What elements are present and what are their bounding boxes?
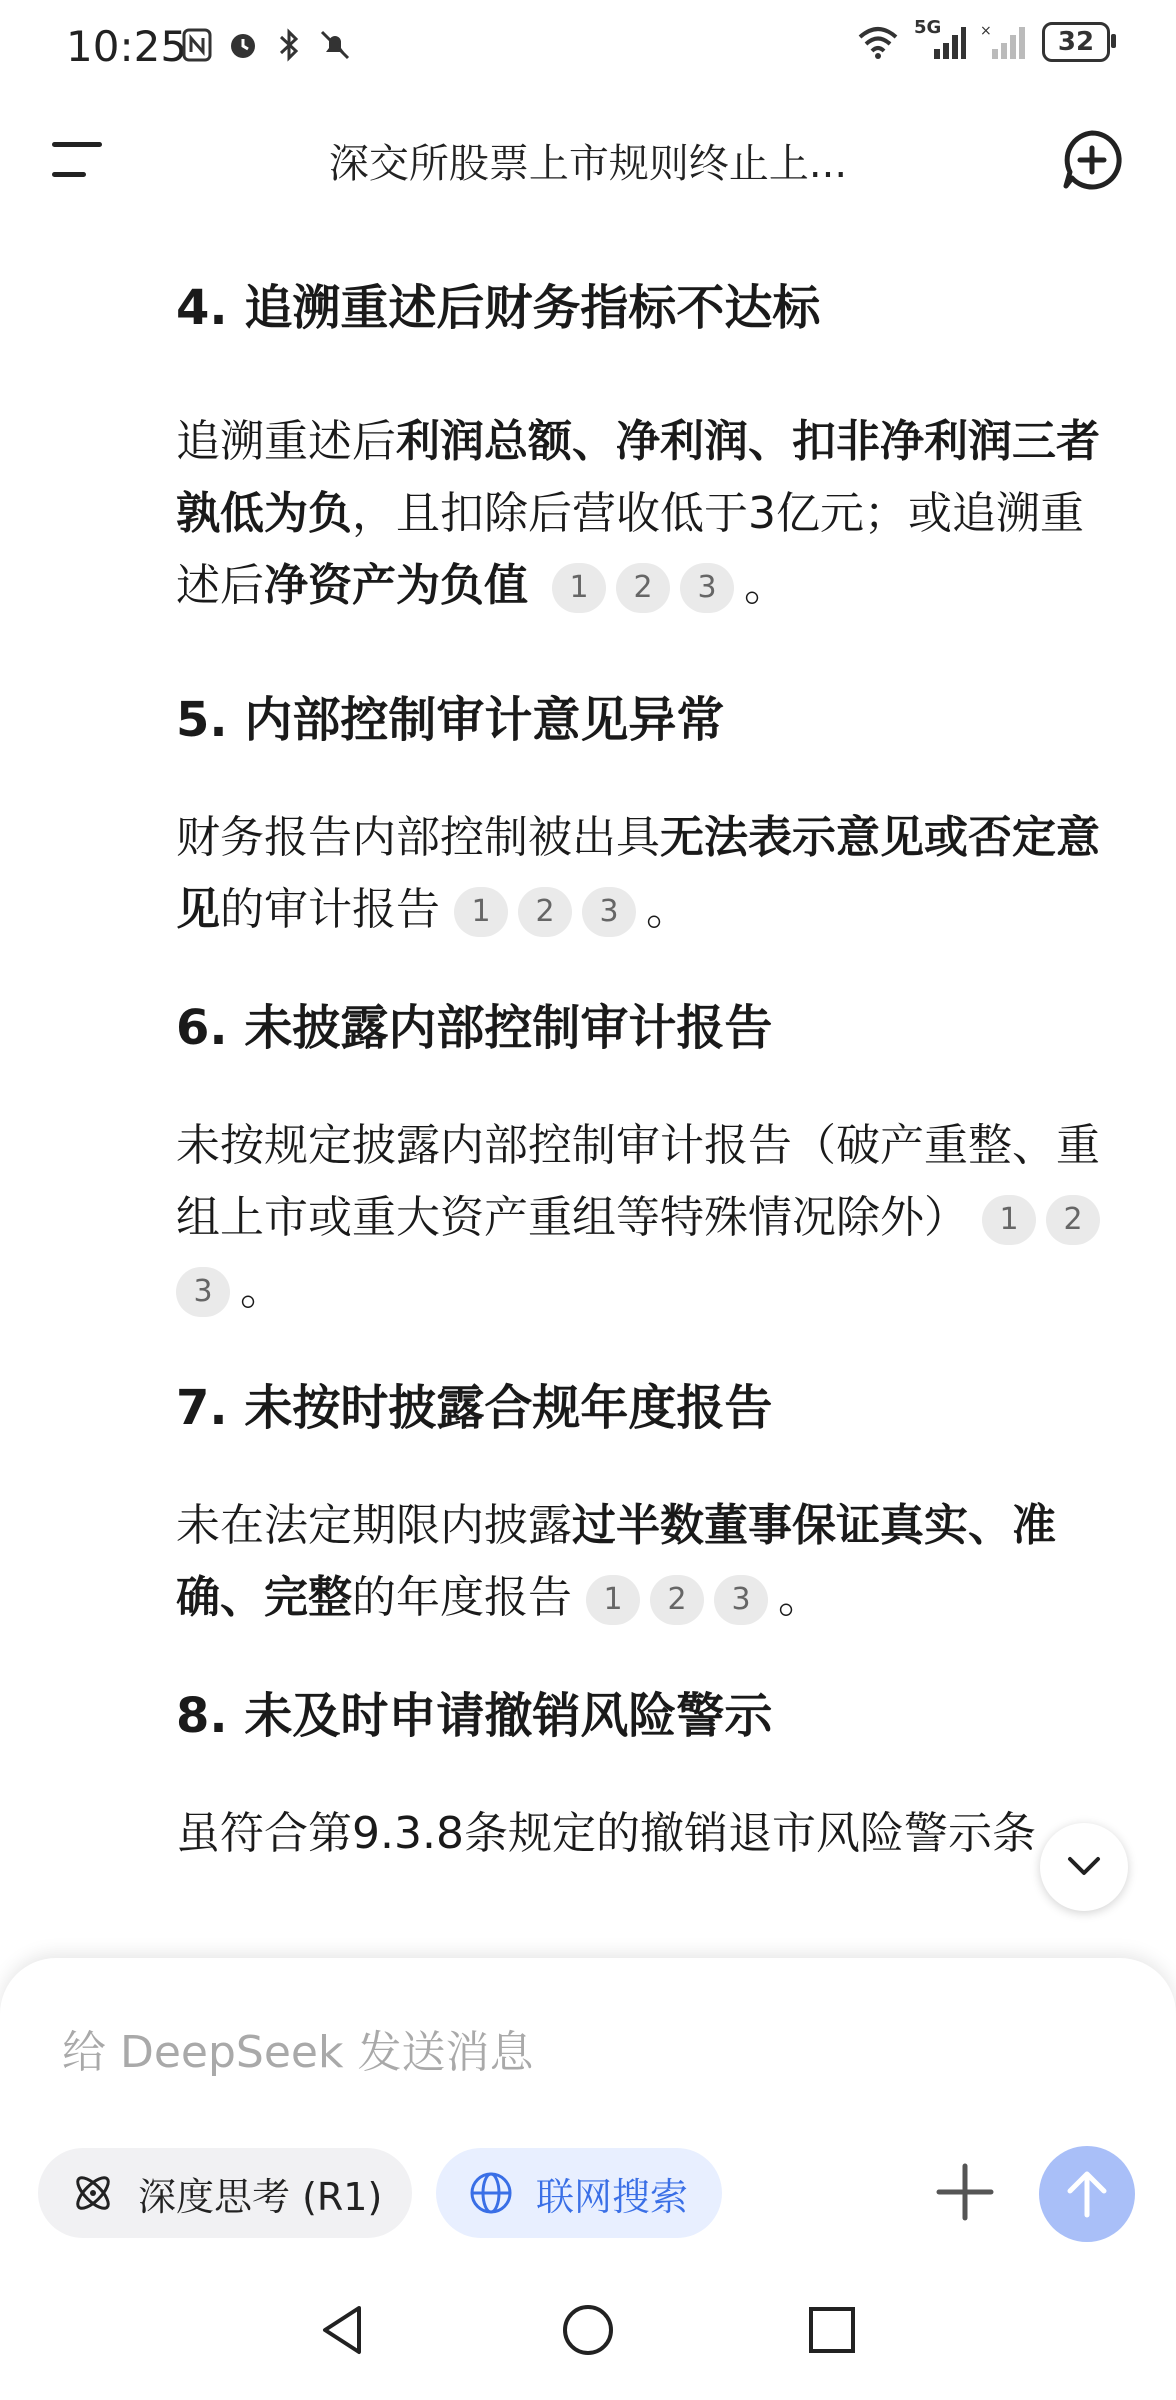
citation-badge[interactable]: 2	[1046, 1195, 1100, 1245]
citation-badge[interactable]: 1	[552, 563, 606, 613]
text-run: 追溯重述后	[176, 416, 396, 467]
text-run: 财务报告内部控制被出具	[176, 812, 660, 863]
bold-run: 过半数董事保证真实、准确、完整	[176, 1500, 1056, 1623]
bold-run: 利润总额、净利润、扣非净利润三者孰低为负	[176, 416, 1100, 539]
citation-badge[interactable]: 3	[680, 563, 734, 613]
text-run: 。	[778, 1572, 822, 1623]
back-icon[interactable]	[312, 2300, 372, 2360]
message-input[interactable]: 给 DeepSeek 发送消息	[62, 2027, 534, 2078]
citation-badge[interactable]: 2	[518, 887, 572, 937]
mute-icon	[318, 26, 352, 64]
message-content	[176, 240, 1116, 1870]
signal-icon	[914, 17, 966, 61]
citation-badge[interactable]: 2	[616, 563, 670, 613]
signal-off-icon	[980, 23, 1028, 61]
section-paragraph	[176, 1110, 1116, 1326]
recents-icon[interactable]	[802, 2300, 862, 2360]
deep-think-label: 深度思考 (R1)	[138, 2174, 383, 2219]
bold-run: 净资产为负值	[264, 560, 528, 611]
web-search-label: 联网搜索	[536, 2174, 689, 2219]
chat-title: 深交所股票上市规则终止上...	[328, 141, 848, 187]
menu-icon[interactable]	[52, 138, 108, 182]
send-button[interactable]	[1039, 2146, 1135, 2242]
text-run: 。	[744, 560, 788, 611]
text-run: 。	[240, 1264, 284, 1315]
status-icons-right	[856, 17, 1110, 62]
wifi-icon	[856, 25, 900, 59]
citation-badge[interactable]: 3	[582, 887, 636, 937]
bluetooth-icon	[272, 26, 306, 64]
citation-badge[interactable]: 3	[176, 1267, 230, 1317]
alarm-icon	[226, 26, 260, 64]
composer-panel	[0, 1958, 1176, 2258]
text-run: 未在法定期限内披露	[176, 1500, 572, 1551]
section-paragraph	[176, 1490, 1116, 1634]
text-run: 。	[646, 884, 690, 935]
section-paragraph	[176, 802, 1116, 946]
citation-badge[interactable]: 3	[714, 1575, 768, 1625]
section-title: 6. 未披露内部控制审计报告	[176, 1000, 773, 1056]
plus-icon[interactable]	[930, 2152, 1000, 2232]
globe-icon	[468, 2170, 514, 2216]
section-title: 4. 追溯重述后财务指标不达标	[176, 280, 821, 336]
citation-badge[interactable]: 1	[982, 1195, 1036, 1245]
bold-run: 无法表示意见或否定意见	[176, 812, 1100, 935]
web-search-toggle[interactable]	[436, 2148, 722, 2238]
section-paragraph	[176, 406, 1116, 622]
text-run: 虽符合第9.3.8条规定的撤销退市风险警示条	[176, 1808, 1036, 1859]
new-chat-icon[interactable]	[1060, 128, 1124, 192]
text-run: 的审计报告	[220, 884, 440, 935]
status-bar	[0, 0, 1176, 100]
section-title: 7. 未按时披露合规年度报告	[176, 1380, 773, 1436]
text-run: ，且扣除后营收低于3亿元；或追溯重述后	[176, 488, 1084, 611]
scroll-to-bottom-button[interactable]	[1040, 1823, 1128, 1911]
status-icons-left	[180, 26, 352, 64]
network-type: 5G	[914, 17, 942, 38]
battery-icon: 32	[1042, 22, 1110, 62]
citation-badge[interactable]: 1	[454, 887, 508, 937]
app-header	[0, 110, 1176, 210]
chevron-down-icon	[1066, 1855, 1102, 1879]
citation-badge[interactable]: 2	[650, 1575, 704, 1625]
section-title: 5. 内部控制审计意见异常	[176, 692, 725, 748]
text-run: 的年度报告	[352, 1572, 572, 1623]
deep-think-toggle[interactable]	[38, 2148, 412, 2238]
nfc-icon	[180, 26, 214, 64]
section-paragraph	[176, 1798, 1116, 1870]
system-nav-bar	[0, 2258, 1176, 2400]
atom-icon	[70, 2170, 116, 2216]
citation-badge[interactable]: 1	[586, 1575, 640, 1625]
text-run: 未按规定披露内部控制审计报告（破产重整、重组上市或重大资产重组等特殊情况除外）	[176, 1120, 1100, 1243]
svg-text:×: ×	[980, 23, 992, 39]
home-icon[interactable]	[558, 2300, 618, 2360]
clock: 10:25	[66, 22, 188, 71]
section-title: 8. 未及时申请撤销风险警示	[176, 1688, 773, 1744]
arrow-up-icon	[1064, 2169, 1110, 2219]
